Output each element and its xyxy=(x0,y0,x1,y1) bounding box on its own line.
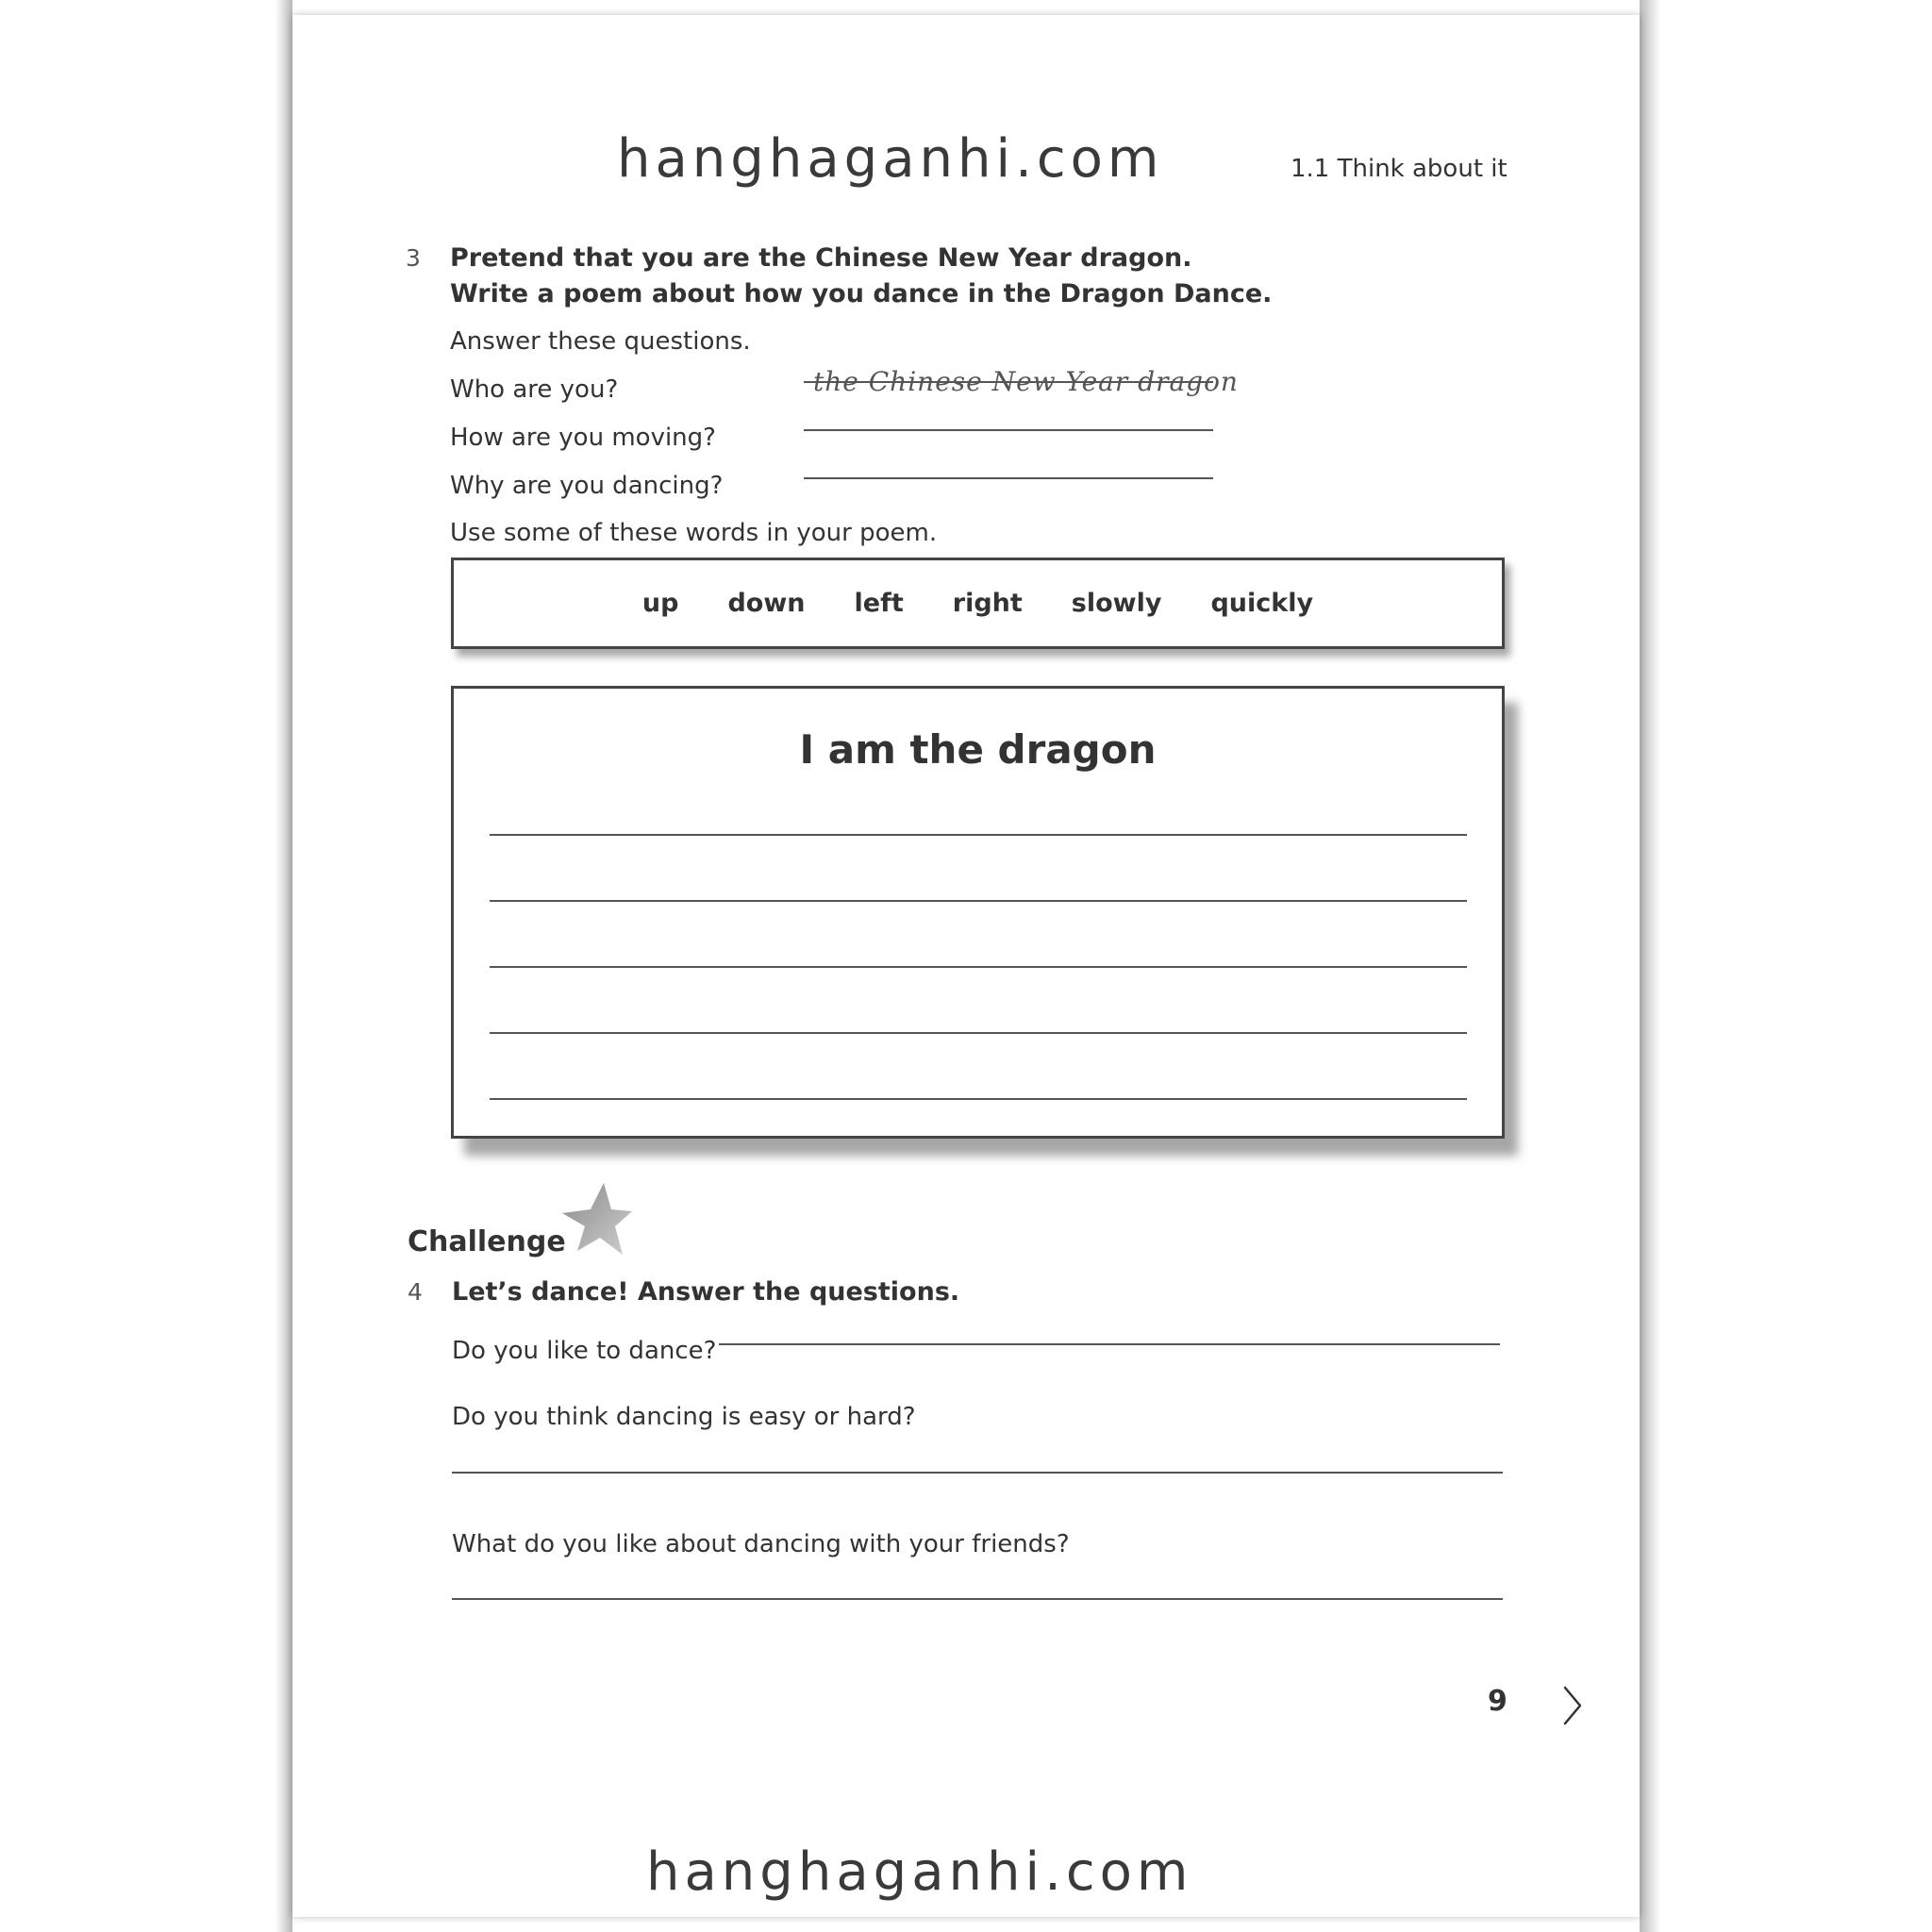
word-slowly: slowly xyxy=(1071,589,1162,618)
page-number: 9 xyxy=(1488,1685,1507,1718)
poem-box xyxy=(451,686,1505,1139)
poem-writing-line[interactable] xyxy=(490,1098,1467,1100)
star-icon xyxy=(557,1181,634,1257)
question-number-3: 3 xyxy=(406,244,421,272)
friends-dancing-line[interactable] xyxy=(452,1598,1503,1600)
why-dancing-line xyxy=(804,477,1213,479)
easy-or-hard-line[interactable] xyxy=(452,1472,1503,1474)
answer-intro: Answer these questions. xyxy=(450,327,751,356)
easy-or-hard-label: Do you think dancing is easy or hard? xyxy=(452,1403,916,1431)
word-down: down xyxy=(727,589,806,618)
poem-writing-line[interactable] xyxy=(490,966,1467,968)
word-bank-box xyxy=(451,558,1505,649)
who-are-you-label: Who are you? xyxy=(450,375,619,404)
word-left: left xyxy=(854,589,904,618)
friends-dancing-label: What do you like about dancing with your friends? xyxy=(452,1530,1070,1558)
poem-writing-line[interactable] xyxy=(490,834,1467,836)
page-shadow-right xyxy=(1640,0,1660,1932)
question-number-4: 4 xyxy=(408,1278,423,1306)
challenge-instruction: Let’s dance! Answer the questions. xyxy=(452,1277,960,1307)
worksheet-page xyxy=(292,15,1640,1917)
chevron-right-icon[interactable] xyxy=(1560,1685,1585,1726)
like-to-dance-line[interactable] xyxy=(719,1343,1500,1345)
who-are-you-answer[interactable]: the Chinese New Year dragon xyxy=(813,366,1239,397)
word-up: up xyxy=(641,589,679,618)
who-are-you-line xyxy=(804,381,1213,383)
poem-writing-line[interactable] xyxy=(490,900,1467,902)
watermark-bottom: hanghaganhi.com xyxy=(646,1841,1193,1903)
watermark-top: hanghaganhi.com xyxy=(617,128,1164,190)
words-intro: Use some of these words in your poem. xyxy=(450,519,938,547)
how-moving-label: How are you moving? xyxy=(450,424,716,452)
how-moving-line xyxy=(804,429,1213,431)
why-dancing-label: Why are you dancing? xyxy=(450,472,724,500)
challenge-heading: Challenge xyxy=(408,1225,566,1258)
poem-title: I am the dragon xyxy=(799,726,1157,773)
page-shadow-left xyxy=(275,0,292,1932)
question-3-line-2: Write a poem about how you dance in the Dragon Dance. xyxy=(450,279,1273,308)
section-heading: 1.1 Think about it xyxy=(1291,155,1507,183)
question-3-line-1: Pretend that you are the Chinese New Year dragon. xyxy=(450,243,1192,273)
poem-writing-line[interactable] xyxy=(490,1032,1467,1034)
like-to-dance-label: Do you like to dance? xyxy=(452,1337,717,1365)
word-right: right xyxy=(952,589,1023,618)
word-quickly: quickly xyxy=(1210,589,1314,618)
